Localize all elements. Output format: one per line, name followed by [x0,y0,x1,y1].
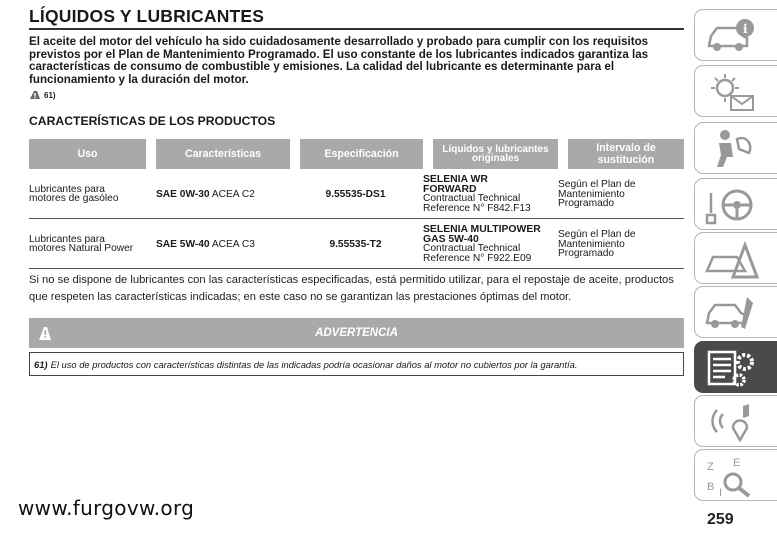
cell-uso-line1: Lubricantes para [29,183,105,195]
index-search-icon [703,454,759,498]
cell-especificacion: 9.55535-DS1 [290,169,423,219]
cell-caracteristicas [146,169,290,219]
cell-interval-line3: Programado [558,198,615,210]
warning-number: 61) [34,358,48,370]
driving-steering-icon [703,183,759,227]
cell-interval-line3: Programado [558,248,615,260]
warning-box [29,352,684,376]
column-header-liquidos [423,139,558,169]
column-header-uso: Uso [29,139,146,169]
tab-index[interactable] [694,449,777,501]
cell-interval-line1: Según el Plan de [558,179,636,191]
column-header-liquidos-line1: Líquidos y lubricantes [442,144,549,156]
car-info-icon [703,14,759,58]
tab-driving[interactable] [694,178,777,230]
warning-reference[interactable] [29,89,684,101]
column-header-liquidos-line2: originales [471,153,520,165]
cell-uso-line2: motores de gasóleo [29,193,119,205]
warning-hand-icon [37,325,53,341]
tab-warning-lights[interactable] [694,65,777,117]
svg-text:B: B [707,481,715,493]
tab-technical-data[interactable] [694,341,777,393]
table-header-row [29,139,684,169]
cell-intervalo [558,219,684,269]
substitution-note: Si no se dispone de lubricantes con las características especificadas, está permitido utilizar, para el repostaje de aceite, productos que respeten las características indicadas; en este caso no se garantizan las prestaciones óptimas del motor. [29,274,674,303]
technical-data-gear-icon [703,346,759,390]
tab-maintenance[interactable] [694,286,777,338]
cell-product-name-line2: FORWARD [423,183,477,195]
svg-text:i: i [743,22,748,36]
svg-text:E: E [733,457,741,469]
svg-text:Z: Z [707,461,714,473]
section-title: CARACTERÍSTICAS DE LOS PRODUCTOS [29,114,276,129]
products-table [29,139,684,269]
cell-product-name-line2: GAS 5W-40 [423,233,479,245]
tab-multimedia[interactable] [694,395,777,447]
page-title: LÍQUIDOS Y LUBRICANTES [29,4,684,30]
cell-caracteristicas [146,219,290,269]
cell-grade-suffix: ACEA C2 [209,188,255,200]
cell-interval-line1: Según el Plan de [558,229,636,241]
cell-uso-line2: motores Natural Power [29,243,134,255]
cell-product-ref-line2: Reference N° F842.F13 [423,202,531,214]
multimedia-icon [703,400,759,444]
watermark: www.furgovw.org [18,496,195,520]
cell-producto [423,169,558,219]
cell-uso-line1: Lubricantes para [29,233,105,245]
warning-hand-icon [29,90,41,100]
cell-interval-line2: Mantenimiento [558,188,625,200]
maintenance-wrench-icon [703,291,759,335]
tab-emergency[interactable] [694,232,777,284]
cell-product-ref-line1: Contractual Technical [423,243,521,255]
emergency-triangle-icon [703,237,759,281]
page-content [29,4,684,376]
intro-paragraph: El aceite del motor del vehículo ha sido cuidadosamente desarrollado y probado para cumplir con los requisitos previstos por el Plan de Mantenimiento Programado. El uso constante de los lubricantes indicados garantiza las características de consumo de combustible y emisiones. La calidad del lubricante es determinante para el funcionamiento y la duración del motor. [29,35,649,86]
warning-header [29,318,684,348]
tab-safety[interactable] [694,122,777,174]
cell-uso [29,169,146,219]
svg-text:I: I [719,487,723,498]
warning-lights-icon [703,70,759,114]
cell-interval-line2: Mantenimiento [558,238,625,250]
cell-intervalo [558,169,684,219]
cell-grade-suffix: ACEA C3 [209,238,255,250]
warning-reference-number: 61) [44,90,56,100]
warning-title: ADVERTENCIA [315,327,398,340]
column-header-caracteristicas: Características [146,139,290,169]
column-header-especificacion: Especificación [290,139,423,169]
table-row [29,169,684,219]
cell-product-ref-line2: Reference N° F922.E09 [423,252,532,264]
table-row [29,219,684,269]
cell-especificacion: 9.55535-T2 [290,219,423,269]
cell-producto [423,219,558,269]
page-number: 259 [707,511,734,528]
cell-product-name-line1: SELENIA MULTIPOWER [423,224,541,236]
tab-car-info[interactable] [694,9,777,61]
cell-product-name-line1: SELENIA WR [423,174,488,186]
warning-text: El uso de productos con características distintas de las indicadas podría ocasionar daños al motor no cubiertos por la garantía. [50,358,578,370]
cell-grade: SAE 5W-40 [156,238,210,250]
cell-product-ref-line1: Contractual Technical [423,193,521,205]
cell-uso [29,219,146,269]
safety-airbag-icon [703,127,759,171]
column-header-intervalo: Intervalo de sustitución [558,139,684,169]
cell-grade: SAE 0W-30 [156,188,210,200]
